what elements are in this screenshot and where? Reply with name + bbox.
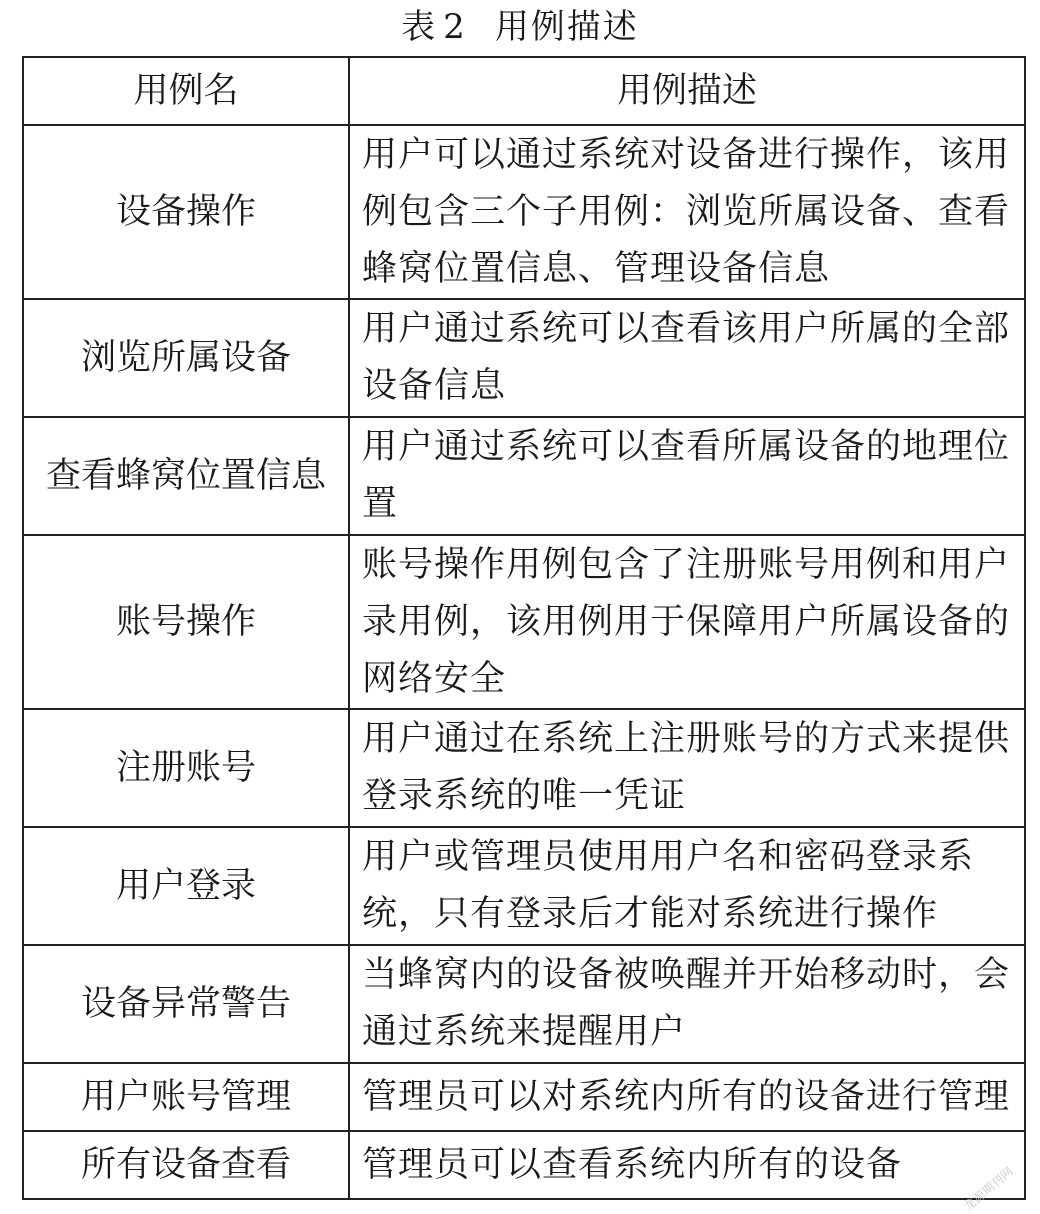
header-usecase-desc: 用例描述 bbox=[349, 57, 1025, 125]
table-caption bbox=[0, 2, 1040, 52]
table-row bbox=[23, 827, 1025, 945]
caption-text: 用例描述 bbox=[494, 7, 639, 47]
table-row bbox=[23, 299, 1025, 417]
usecase-desc-cell: 用户通过在系统上注册账号的方式来提供登录系统的唯一凭证 bbox=[349, 709, 1025, 827]
usecase-name-cell: 用户登录 bbox=[23, 827, 349, 945]
table-row bbox=[23, 709, 1025, 827]
header-usecase-name: 用例名 bbox=[23, 57, 349, 125]
table-row bbox=[23, 125, 1025, 299]
usecase-name-cell: 用户账号管理 bbox=[23, 1063, 349, 1131]
usecase-name-cell: 设备操作 bbox=[23, 125, 349, 299]
usecase-desc-cell: 用户可以通过系统对设备进行操作，该用例包含三个子用例：浏览所属设备、查看蜂窝位置信息、管理设备信息 bbox=[349, 125, 1025, 299]
usecase-table bbox=[22, 56, 1026, 1200]
usecase-desc-cell: 用户通过系统可以查看所属设备的地理位置 bbox=[349, 417, 1025, 535]
usecase-name-cell: 所有设备查看 bbox=[23, 1131, 349, 1199]
usecase-name-cell: 账号操作 bbox=[23, 535, 349, 709]
table-row bbox=[23, 1063, 1025, 1131]
header-row bbox=[23, 57, 1025, 125]
usecase-desc-cell: 管理员可以查看系统内所有的设备 bbox=[349, 1131, 1025, 1199]
usecase-desc-cell: 用户通过系统可以查看该用户所属的全部设备信息 bbox=[349, 299, 1025, 417]
usecase-name-cell: 注册账号 bbox=[23, 709, 349, 827]
table-row bbox=[23, 417, 1025, 535]
usecase-name-cell: 浏览所属设备 bbox=[23, 299, 349, 417]
usecase-desc-cell: 账号操作用例包含了注册账号用例和用户录用例，该用例用于保障用户所属设备的网络安全 bbox=[349, 535, 1025, 709]
table-row bbox=[23, 535, 1025, 709]
usecase-desc-cell: 当蜂窝内的设备被唤醒并开始移动时，会通过系统来提醒用户 bbox=[349, 945, 1025, 1063]
usecase-desc-cell: 管理员可以对系统内所有的设备进行管理 bbox=[349, 1063, 1025, 1131]
table-row bbox=[23, 945, 1025, 1063]
usecase-name-cell: 查看蜂窝位置信息 bbox=[23, 417, 349, 535]
caption-label: 表 bbox=[401, 7, 438, 47]
usecase-desc-cell: 用户或管理员使用用户名和密码登录系统，只有登录后才能对系统进行操作 bbox=[349, 827, 1025, 945]
usecase-name-cell: 设备异常警告 bbox=[23, 945, 349, 1063]
caption-number: 2 bbox=[443, 7, 467, 47]
table-row bbox=[23, 1131, 1025, 1199]
watermark: 龙源期刊网 bbox=[960, 1164, 1016, 1214]
